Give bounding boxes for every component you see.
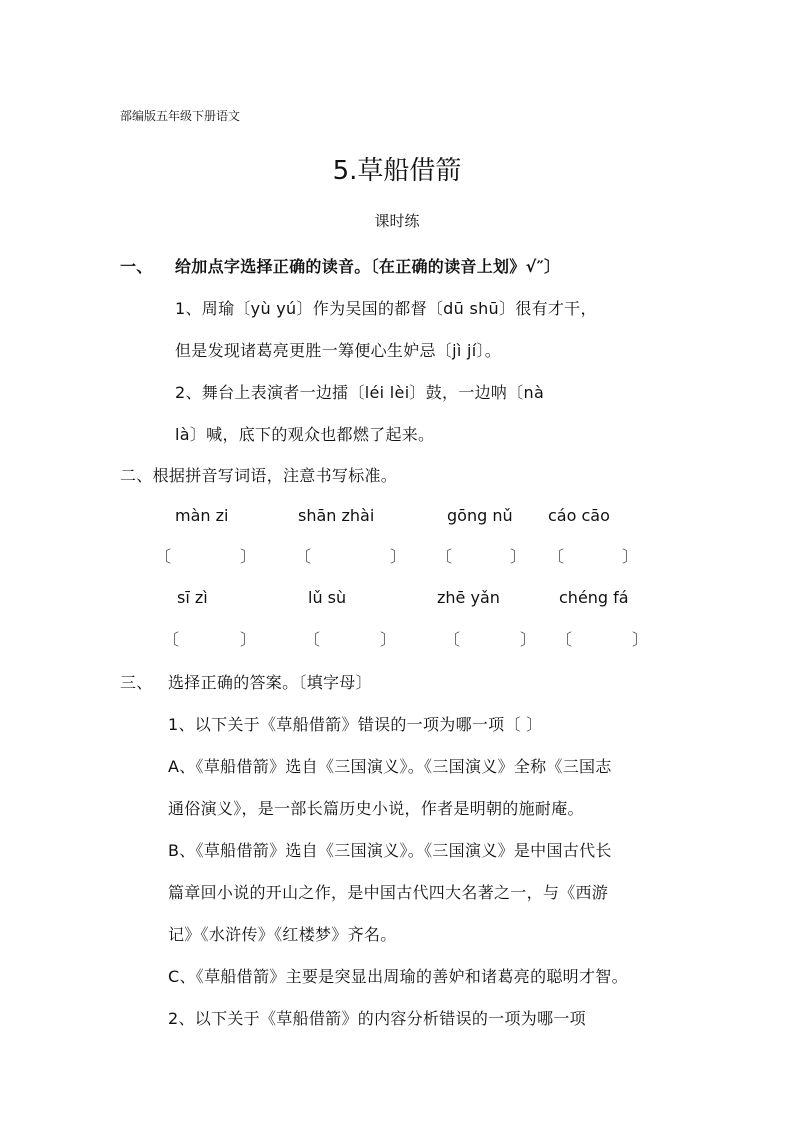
document-header: 部编版五年级下册语文 bbox=[120, 109, 241, 123]
section3-heading: 选择正确的答案。〔填字母〕 bbox=[168, 673, 372, 692]
pinyin-item: shān zhài bbox=[298, 506, 375, 525]
answer-bracket-close: 〕 bbox=[240, 630, 257, 649]
pinyin-item: sī zì bbox=[177, 588, 208, 607]
option-c-line1: C、《草船借箭》主要是突显出周瑜的善妒和诸葛亮的聪明才智。 bbox=[168, 967, 628, 986]
answer-bracket-open: 〔 bbox=[163, 630, 180, 649]
page-subtitle: 课时练 bbox=[374, 212, 420, 230]
answer-bracket-close: 〕 bbox=[520, 630, 537, 649]
option-a-line2: 通俗演义》，是一部长篇历史小说，作者是明朝的施耐庵。 bbox=[168, 799, 584, 818]
section1-q1-line1: 1、周瑜〔yù yú〕作为吴国的都督〔dū shū〕很有才干， bbox=[175, 299, 597, 318]
answer-bracket-close: 〕 bbox=[622, 547, 639, 566]
section3-number: 三、 bbox=[120, 673, 153, 692]
section2-heading: 二、根据拼音写词语，注意书写标准。 bbox=[120, 466, 398, 485]
answer-bracket-open: 〔 bbox=[304, 630, 321, 649]
answer-bracket-open: 〔 bbox=[295, 547, 312, 566]
pinyin-item: gōng nǔ bbox=[447, 506, 513, 525]
pinyin-item: cáo cāo bbox=[548, 506, 610, 525]
section1-q2-line1: 2、舞台上表演者一边擂〔léi lèi〕鼓，一边呐〔nà bbox=[175, 383, 545, 402]
answer-bracket-open: 〔 bbox=[436, 547, 453, 566]
pinyin-item: lǔ sù bbox=[308, 588, 347, 607]
section1-q2-line2: là〕喊，底下的观众也都燃了起来。 bbox=[175, 425, 435, 444]
section1-heading: 给加点字选择正确的读音。〔在正确的读音上划》√″〕 bbox=[175, 257, 561, 276]
option-b-line2: 篇章回小说的开山之作，是中国古代四大名著之一，与《西游 bbox=[168, 883, 609, 902]
option-b-line1: B、《草船借箭》选自《三国演义》。《三国演义》是中国古代长 bbox=[168, 841, 612, 860]
answer-bracket-open: 〔 bbox=[155, 547, 172, 566]
option-b-line3: 记》《水浒传》《红楼梦》齐名。 bbox=[168, 925, 397, 944]
pinyin-item: zhē yǎn bbox=[437, 588, 500, 607]
section1-q1-line2: 但是发现诸葛亮更胜一筹便心生妒忌〔jì jí〕。 bbox=[175, 341, 502, 360]
answer-bracket-close: 〕 bbox=[510, 547, 527, 566]
pinyin-item: màn zi bbox=[175, 506, 229, 525]
answer-bracket-open: 〔 bbox=[556, 630, 573, 649]
section3-question-1: 1、以下关于《草船借箭》错误的一项为哪一项〔 〕 bbox=[168, 715, 543, 734]
answer-bracket-open: 〔 bbox=[444, 630, 461, 649]
answer-bracket-open: 〔 bbox=[548, 547, 565, 566]
option-a-line1: A、《草船借箭》选自《三国演义》。《三国演义》全称《三国志 bbox=[168, 757, 612, 776]
answer-bracket-close: 〕 bbox=[380, 630, 397, 649]
answer-bracket-close: 〕 bbox=[240, 547, 257, 566]
answer-bracket-close: 〕 bbox=[632, 630, 649, 649]
section1-number: 一、 bbox=[120, 257, 153, 276]
section3-question-2: 2、以下关于《草船借箭》的内容分析错误的一项为哪一项 bbox=[168, 1009, 586, 1028]
answer-bracket-close: 〕 bbox=[390, 547, 407, 566]
page-title: 5.草船借箭 bbox=[332, 156, 462, 186]
pinyin-item: chéng fá bbox=[559, 588, 629, 607]
